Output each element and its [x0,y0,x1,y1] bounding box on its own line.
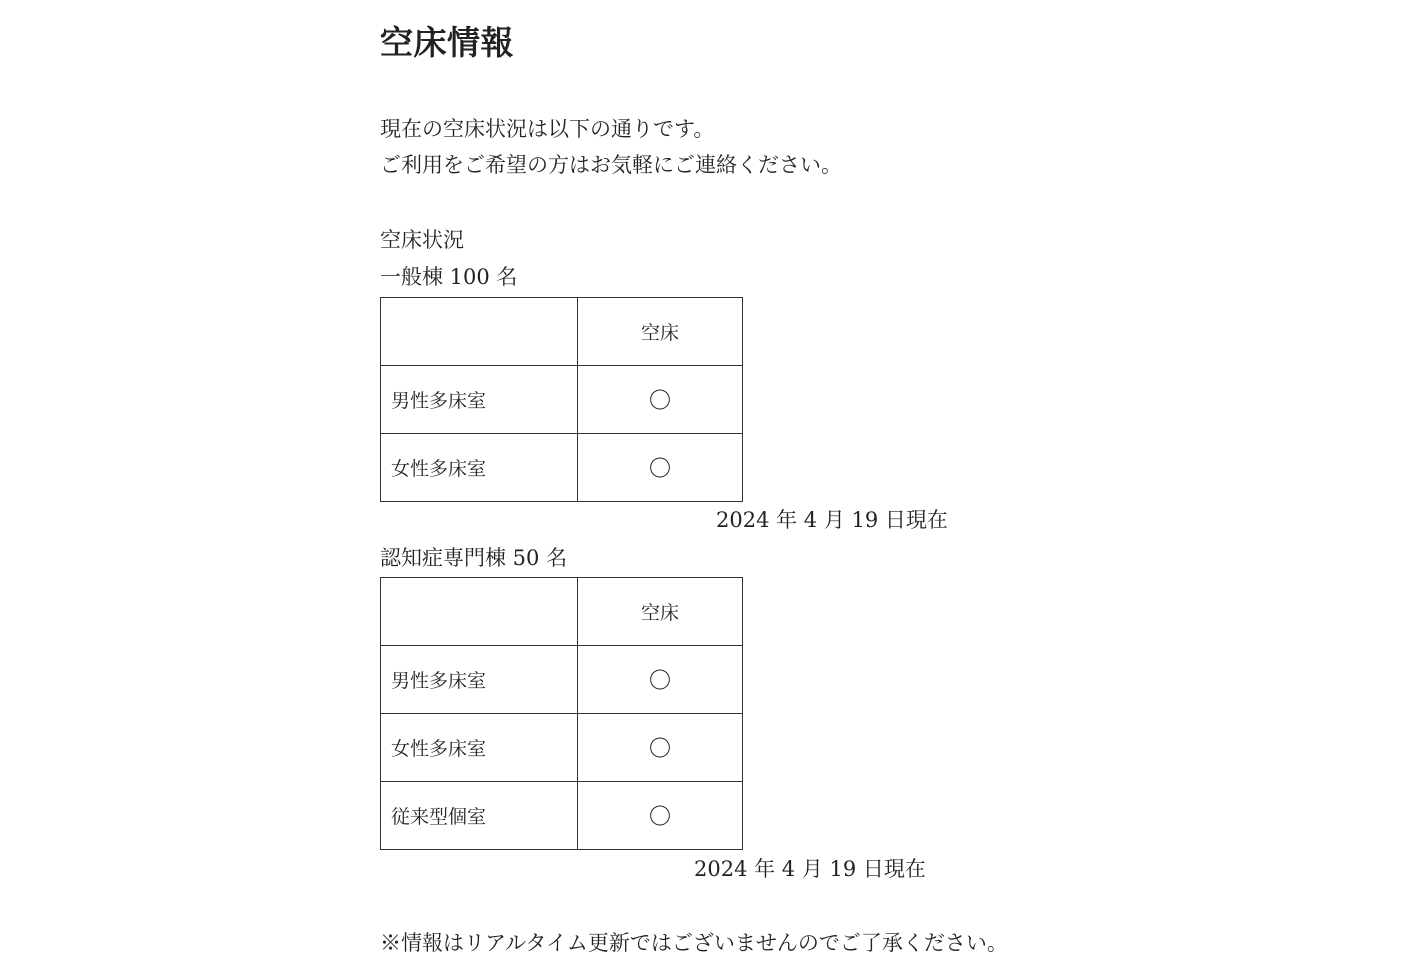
room-type-cell: 従来型個室 [381,782,578,850]
table-row [381,434,743,502]
ward-name-dementia: 認知症専門棟 50 名 [380,546,568,570]
room-type-cell: 女性多床室 [381,714,578,782]
intro-line-2: ご利用をご希望の方はお気軽にご連絡ください。 [380,153,842,177]
room-type-cell: 男性多床室 [381,646,578,714]
table-row [381,366,743,434]
vacancy-status-cell: 〇 [578,434,743,502]
table-header-vacancy: 空床 [578,298,743,366]
table-row [381,714,743,782]
room-type-cell: 男性多床室 [381,366,578,434]
table-header-row [381,578,743,646]
table-row [381,782,743,850]
vacancy-table-general [380,297,743,502]
table-row [381,646,743,714]
vacancy-status-cell: 〇 [578,714,743,782]
as-of-date-dementia: 2024 年 4 月 19 日現在 [694,857,926,881]
vacancy-status-cell: 〇 [578,646,743,714]
table-header-vacancy: 空床 [578,578,743,646]
vacancy-status-cell: 〇 [578,366,743,434]
page-title: 空床情報 [380,23,514,62]
section-heading: 空床状況 [380,228,464,252]
disclaimer-note: ※情報はリアルタイム更新ではございませんのでご了承ください。 [380,931,1008,955]
vacancy-status-cell: 〇 [578,782,743,850]
room-type-cell: 女性多床室 [381,434,578,502]
table-header-room [381,298,578,366]
table-header-row [381,298,743,366]
vacancy-table-dementia [380,577,743,850]
intro-line-1: 現在の空床状況は以下の通りです。 [380,117,715,141]
as-of-date-general: 2024 年 4 月 19 日現在 [716,508,948,532]
table-header-room [381,578,578,646]
ward-name-general: 一般棟 100 名 [380,265,518,289]
